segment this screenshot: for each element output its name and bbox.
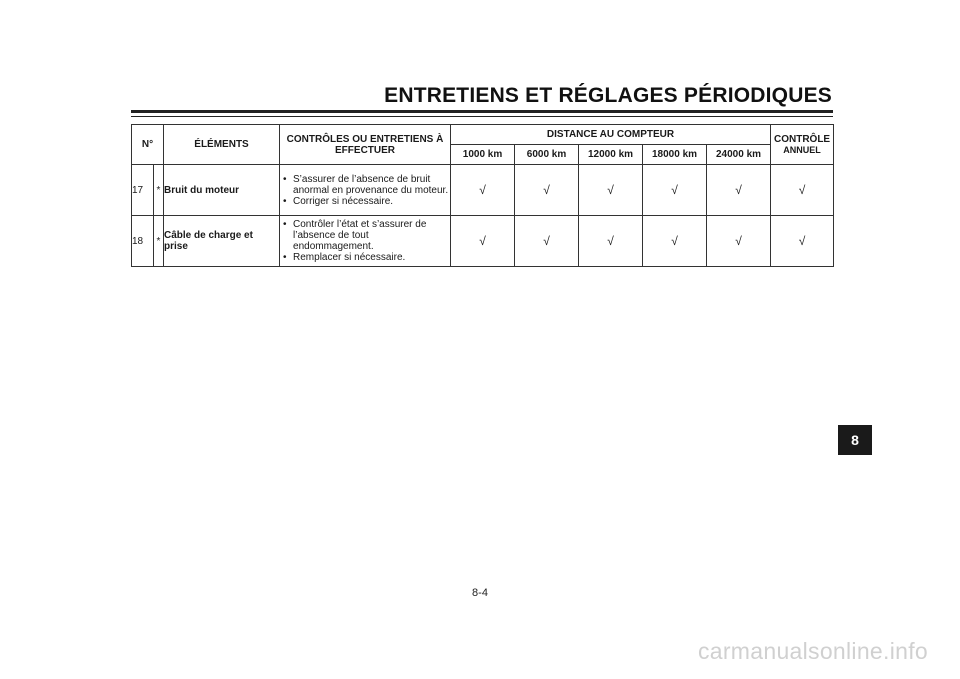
header-checks: CONTRÔLES OU ENTRETIENS À EFFECTUER bbox=[280, 125, 451, 165]
check-mark: √ bbox=[771, 216, 834, 267]
row-star: * bbox=[154, 165, 164, 216]
header-km: 24000 km bbox=[707, 145, 771, 165]
page-title: ENTRETIENS ET RÉGLAGES PÉRIODIQUES bbox=[384, 84, 832, 107]
check-item: • Remplacer si nécessaire. bbox=[280, 252, 450, 263]
check-item: • Corriger si nécessaire. bbox=[280, 196, 450, 207]
check-mark: √ bbox=[579, 216, 643, 267]
header-annual bbox=[771, 125, 834, 165]
check-item: • S’assurer de l’absence de bruit anormal en provenance du moteur. bbox=[280, 174, 450, 196]
check-mark: √ bbox=[515, 165, 579, 216]
check-mark: √ bbox=[643, 216, 707, 267]
check-mark: √ bbox=[707, 165, 771, 216]
header-km: 1000 km bbox=[451, 145, 515, 165]
row-star: * bbox=[154, 216, 164, 267]
page-number: 8-4 bbox=[472, 587, 488, 599]
header-elements: ÉLÉMENTS bbox=[164, 125, 280, 165]
check-mark: √ bbox=[771, 165, 834, 216]
chapter-tab: 8 bbox=[838, 425, 872, 455]
row-item: Bruit du moteur bbox=[164, 165, 280, 216]
header-km: 6000 km bbox=[515, 145, 579, 165]
header-km: 18000 km bbox=[643, 145, 707, 165]
check-mark: √ bbox=[451, 165, 515, 216]
check-mark: √ bbox=[515, 216, 579, 267]
header-km: 12000 km bbox=[579, 145, 643, 165]
table-row bbox=[132, 165, 834, 216]
header-annual-line1: CONTRÔLE bbox=[773, 133, 831, 145]
row-checks bbox=[280, 216, 451, 267]
row-number: 18 bbox=[132, 216, 154, 267]
header-num: N° bbox=[132, 125, 164, 165]
row-item: Câble de charge et prise bbox=[164, 216, 280, 267]
maintenance-table bbox=[131, 124, 834, 267]
row-number: 17 bbox=[132, 165, 154, 216]
check-item: • Contrôler l’état et s’assurer de l’absence de tout endommagement. bbox=[280, 219, 450, 252]
check-mark: √ bbox=[707, 216, 771, 267]
row-checks bbox=[280, 165, 451, 216]
title-rule bbox=[131, 110, 833, 113]
check-mark: √ bbox=[579, 165, 643, 216]
header-annual-line2: ANNUEL bbox=[783, 144, 821, 155]
check-mark: √ bbox=[451, 216, 515, 267]
check-mark: √ bbox=[643, 165, 707, 216]
title-rule-thin bbox=[131, 116, 833, 117]
watermark: carmanualsonline.info bbox=[697, 638, 928, 664]
table-row bbox=[132, 216, 834, 267]
header-distance: DISTANCE AU COMPTEUR bbox=[451, 125, 771, 145]
